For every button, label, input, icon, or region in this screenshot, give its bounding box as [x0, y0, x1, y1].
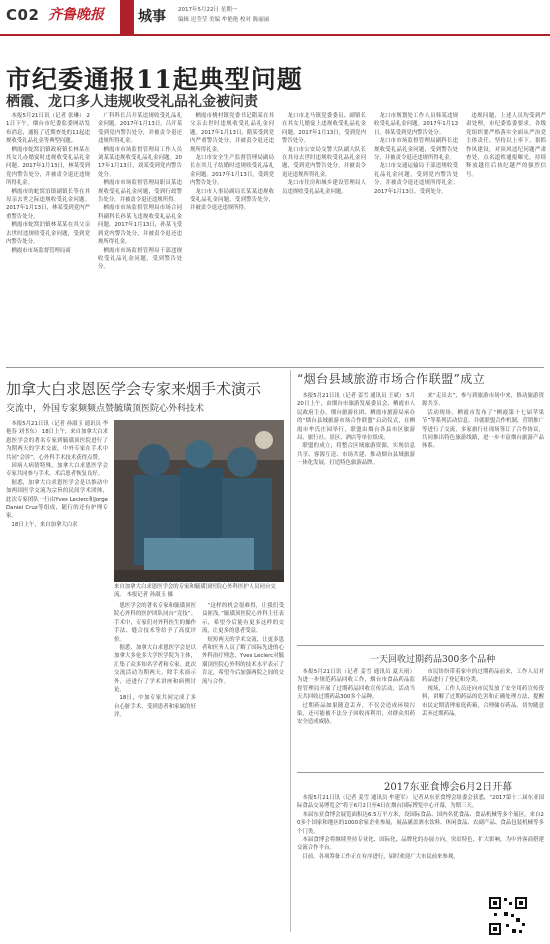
paragraph: 短短两天的学术交流，让更多患者和医务人员了解了国际先进的心外科治疗理念，Yves Leclerc对毓璜顶医院心外科的技术水平表示了肯定，希望今后加强两院之间的交流与合作。	[202, 636, 284, 685]
paragraph: 栖霞市市场监督管理局市场合同科副科长孙某飞违规收受礼品礼金问题。2017年1月13日，孙某飞受到党内警告处分，并被责令退还违规所得礼金。	[98, 205, 182, 246]
story5-headline: 2017东亚食博会6月2日开幕	[384, 782, 513, 793]
story4-column-1	[297, 668, 415, 768]
paragraph: 龙口市北马镇党委委员、副镇长在其女儿婚宴上违规收受礼品礼金问题。2017年1月13日，受到党内警告处分。	[282, 113, 366, 145]
paragraph: 龙口市市场监督管理局副科长违规收受礼品礼金问题，受到警告处分，并被责令退还违规所得礼金。	[374, 138, 458, 162]
paragraph: 过期药品如果随意丢弃，不仅会造成环境污染，还可能被不法分子回收再利用，对群众用药安全造成威胁。	[297, 702, 415, 726]
story2-headline: 加拿大白求恩医学会专家来烟手术演示	[6, 380, 262, 398]
paragraph: 18日上午，来自加拿大白求	[11, 521, 78, 528]
paragraph: 本报5月21日讯（记者 姜雪 通讯员 王斌） 5月20日上午，由烟台市旅游发展委员会、栖霞市人民政府主办，烟台旅游社团、栖霞市旅游局承办的“烟台县域旅游市场合作联盟”启动仪式，在栖霞市牟氏庄园举行，联盟由烟台各县市区旅游局、旅行社、景区、酒店等单位组成。	[297, 393, 415, 442]
story4-column-2	[422, 668, 544, 768]
surgery-photo	[114, 420, 284, 582]
paragraph: 本报5月21日讯（记者 张琳） 21日下午，烟台市纪委监委网站发布消息，通报了近期查处的11起违规收受礼品礼金等典型问题。	[6, 113, 90, 145]
story2-subheadline: 交流中，外国专家频频点赞毓璜顶医院心外科技术	[6, 404, 205, 414]
paragraph: 目前，各项筹备工作正在有序进行，届时欢迎广大市民前来参观。	[302, 853, 459, 860]
paragraph: 现场，工作人员还向市民发放了安全用药宣传资料，讲解了过期药品的危害和正确处理方法，提醒市民定期清理家庭药箱，合理储存药品，切勿随意丢弃过期药品。	[422, 685, 544, 718]
surgery-photo-illustration	[114, 420, 284, 582]
qr-code-icon	[488, 896, 528, 936]
story4-divider	[297, 772, 544, 773]
paragraph: 联盟的成立，将整合区域旅游资源，实现信息共享、客源互送、市场共建，推动烟台县域旅游一体化发展，打造特色旅游品牌。	[297, 443, 415, 467]
story2-column-1	[6, 420, 108, 930]
story1-column-6	[466, 112, 546, 362]
paragraph: 市民纷纷带着家中的过期药品前来，工作人员对药品进行了登记和分类。	[422, 669, 544, 684]
story5-column-1	[297, 794, 544, 892]
paragraph: 据悉，加拿大白求恩医学会是以推动中加两国医学交流为宗旨的民间学术团体，此次专家团队一行由Yves Leclerc和Jorge Daniel Cruz等组成，随行的还有护理专家。	[6, 479, 108, 520]
paragraph: 本报5月21日讯（记者 姜雪 通讯员 牟建军） 记者从东亚食博会组委会获悉，“2017第十二届东亚国际食品交易博览会”将于6月2日至4日在烟台国际博览中心开幕，为期三天。	[297, 795, 544, 810]
story3-column-1	[297, 392, 415, 640]
paragraph: 栖霞市蛇窝泊镇政府镇长林某在其女儿办婚宴时违规收受礼品礼金问题。2017年1月13日，林某受到党内警告处分，并被责令退还违规所得礼金。	[6, 146, 90, 187]
story1-headline: 市纪委通报11起典型问题	[6, 65, 303, 94]
story3-divider	[297, 645, 544, 646]
paragraph: 龙口市人事局副局长某某违规收受礼品礼金问题，受到警告处分，并被责令退还违规所得。	[190, 188, 274, 212]
paragraph: 栖霞市市场监督管理局商	[11, 247, 71, 254]
story4-headline: 一天回收过期药品300多个品种	[370, 655, 496, 665]
story1-subheadline: 栖霞、龙口多人违规收受礼品礼金被问责	[6, 94, 258, 110]
story2-column-3	[202, 602, 284, 930]
story1-column-4	[282, 112, 366, 362]
story1-column-3	[190, 112, 274, 362]
story2-column-2	[114, 602, 196, 930]
paragraph: 栖霞市桃村镇党委书记隋某在其父亲去世时违规收受礼品礼金问题。2017年1月13日，隋某受到党内严重警告处分，并被责令退还违规所得礼金。	[190, 113, 274, 153]
issue-date: 2017年5月22日 星期一	[178, 7, 238, 13]
story1-divider	[6, 367, 544, 368]
editor-credits: 编辑 迟莹莹 美编 牟艳艳 校对 陈丽丽	[178, 17, 270, 23]
section-name: 城事	[138, 9, 166, 25]
paragraph: 本届东亚食博会展览面积达6.5万平方米，设国际食品、国内名优食品、食品机械等多个展区，来自20多个国家和地区的1000余家企业参展，展品涵盖酒水饮料、休闲食品、农副产品、食品包装机械等多个门类。	[297, 811, 544, 835]
paragraph: 栖霞市的蛇窝泊镇副镇长等在其母亲去世之际违规收受礼金问题。2017年1月13日，林某受到党内严重警告处分。	[6, 188, 90, 220]
photo-caption: 来自加拿大白求恩医学会的专家和毓璜顶医院心外科医护人员同台交流。 本报记者 孙淑玉 摄	[114, 584, 276, 598]
paragraph: 龙口市规划处工作人员韩某违规收受礼品礼金问题。2017年1月13日，韩某受到党内警告处分。	[374, 113, 458, 136]
paragraph: 本报5月21日讯（记者 姜雪 通讯员 夏天雨） 为进一步规范药品回收工作，烟台市食品药品监督管理局开展了过期药品回收宣传活动，活动当天共回收过期药品300多个品种。	[297, 669, 415, 701]
paragraph: 恩医学会的著名专家和毓璜顶医院心外科的医护团队同台“竞技”。手术中，专家们对外科医生的操作手法、缝合技术等给予了高度评价。	[114, 603, 196, 643]
story3-column-2	[422, 392, 544, 640]
paragraph: 据悉，加拿大白求恩医学会是以加拿大多伦多大学医学院为主体，汇集了众多知名学者和专家。此次交流活动为期两天，除手术演示外，还进行了学术讲座和病例讨论。	[114, 645, 196, 694]
section-color-bar	[120, 0, 134, 36]
paragraph: 龙口市安全生产监督管理局副局长在其儿子结婚时违规收受礼品礼金问题。2017年1月13日，受到党内警告处分。	[190, 155, 274, 187]
newspaper-logo: 齐鲁晚报	[48, 7, 104, 23]
paragraph: 活动现场，栖霞市发布了“栖霞第十七届苹果节”等系列活动信息，并就联盟合作机制、营销推广等进行了交流，多家旅行社现场签订了合作协议，共同推出特色旅游线路，进一步丰富烟台旅游产品体系。	[422, 409, 544, 450]
paragraph: 本报5月21日讯（记者 孙淑玉 通讯员 李艳春 刘书东） 18日上午，来自加拿大白求恩医学会的著名专家到毓璜顶医院进行了为期两天的学术交流，中外专家在手术中共同“会诊”，心外科手术技术获得点赞。	[6, 421, 108, 461]
paragraph: 广科科长吕开某违规收受礼品礼金问题。2017年1月13日，吕开某受到党内警告处分，并被责令退还违规所得礼金。	[98, 113, 182, 145]
paragraph: “这样的机会很难得，让我们受益匪浅。”毓璜顶医院心外科主任表示，希望今后能有更多这样的交流，让更多的患者受益。	[202, 603, 284, 635]
story3-headline: “烟台县域旅游市场合作联盟”成立	[297, 372, 486, 386]
paragraph: 本届食博会将继续坚持专业化、国际化、品牌化的办展方向，突出特色，扩大影响，为中外客商搭建交流合作平台。	[297, 837, 544, 852]
paragraph: 违规问题，上述人员均受到严肃处理，市纪委监委要求，各级党组织要严格落实全面从严治党主体责任，坚持以上率下，狠抓作风建设，对顶风违纪问题严肃查处，点名道姓通报曝光，持续释放越往后执纪越严的强烈信号。	[466, 113, 546, 178]
paragraph: 龙口市住房和城乡建设管理局人员违规收受礼品礼金问题。	[282, 180, 366, 195]
paragraph: 18日，中加专家共同完成了多台心脏手术，受到患者和家属的好评。	[114, 695, 196, 719]
story1-column-5	[374, 112, 458, 362]
paragraph: 栖霞市市场监督管理局职员某违规收受礼品礼金问题，受到行政警告处分，并被责令退还违规所得。	[98, 180, 182, 204]
story1-column-2	[98, 112, 182, 362]
paragraph: 栖霞市市场监督管理局工作人员刘某某违规收受礼品礼金问题。2017年1月13日，刘某受到党内警告处分。	[98, 146, 182, 178]
column-divider	[290, 370, 291, 932]
paragraph: 栖霞市蛇窝泊镇林某某在其父亲去世时违规收受礼金问题，受到党内警告处分。	[6, 222, 90, 246]
page-number: C02	[6, 6, 40, 24]
paragraph: 龙口市交通运输局干部违规收受礼品礼金问题，受到党内警告处分，并被责令退还违规所得礼金。2017年1月13日，受到处分。	[374, 163, 458, 195]
paragraph: 因病人病情特殊，加拿大白求恩医学会专家共同参与手术，术后患者恢复良好。	[6, 463, 108, 478]
paragraph: 栖霞市市场监督管理局干部违规收受礼品礼金问题，受到警告处分。	[98, 247, 182, 271]
story1-column-1	[6, 112, 90, 362]
paragraph: 来“走出去”，参与到旅游市场中来，推动旅游资源共享。	[422, 393, 544, 408]
paragraph: 龙口市公安局交警大队副大队长在其母去世时违规收受礼品礼金问题，受到党内警告处分，并被责令退还违规所得礼金。	[282, 146, 366, 178]
